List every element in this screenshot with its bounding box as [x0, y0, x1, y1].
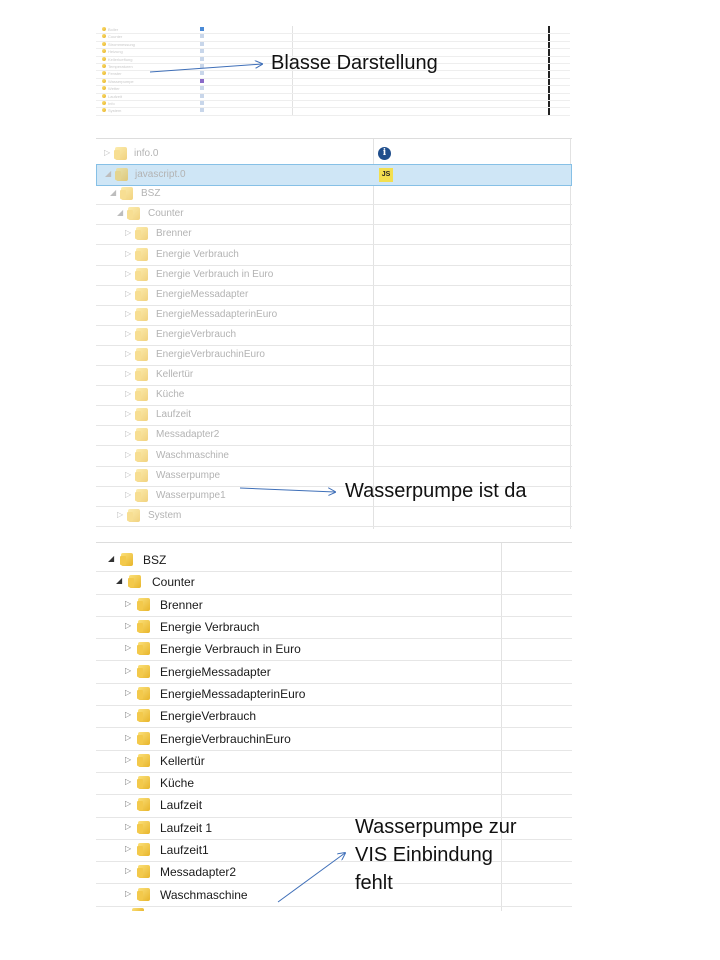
tree-item-label: Laufzeit: [156, 409, 192, 421]
tree-item-label: Energie Verbrauch in Euro: [160, 642, 301, 657]
annotation-missing-line2: VIS Einbindung: [355, 844, 493, 866]
tree-item-label: info.0: [134, 148, 159, 160]
expand-arrow-icon[interactable]: ▷: [125, 777, 132, 787]
expand-arrow-icon[interactable]: ▷: [125, 288, 132, 298]
expand-arrow-icon[interactable]: ▷: [125, 888, 132, 898]
tree-item-label: Wasserpumpe1: [156, 489, 226, 501]
expand-arrow-icon[interactable]: ▷: [125, 389, 132, 399]
expand-arrow-icon[interactable]: ▷: [125, 732, 132, 742]
tree-item-label: Wetter: [108, 86, 120, 92]
tree-item-label: BSZ: [141, 188, 161, 200]
tree-item-label: System: [148, 509, 182, 521]
arrow-to-wasserpumpe: [240, 488, 335, 492]
tree-item-label: Brenner: [156, 228, 192, 240]
expand-arrow-icon[interactable]: ▷: [125, 248, 132, 258]
expand-arrow-icon[interactable]: ▷: [125, 598, 132, 608]
tree-item-label: Wasserpumpe: [108, 78, 134, 84]
expand-arrow-icon[interactable]: ▷: [125, 844, 132, 854]
expand-arrow-icon[interactable]: ▷: [125, 228, 132, 238]
tree-item-label: Counter: [108, 34, 123, 40]
tree-item-label: Heizung: [108, 49, 123, 55]
tree-item-label: Boiler: [108, 27, 119, 32]
tree-item-label: Counter: [152, 575, 195, 590]
tree-item-label: Kellertür: [160, 753, 205, 768]
tree-item-label: Brenner: [160, 597, 203, 612]
tree-item-label: EnergieVerbrauch: [156, 328, 237, 340]
arrow-to-thumbnail: [150, 64, 262, 72]
expand-arrow-icon[interactable]: ▷: [125, 665, 132, 675]
expanded-arrow-icon[interactable]: ◢: [117, 208, 124, 218]
arrow-to-waschmaschine: [278, 853, 345, 902]
tree-item-label: Strommessung: [108, 41, 135, 47]
tree-item-label: Laufzeit: [108, 93, 123, 99]
expand-arrow-icon[interactable]: ▷: [125, 489, 132, 499]
expand-arrow-icon[interactable]: ▷: [125, 349, 132, 359]
tree-item-label: Energie Verbrauch: [156, 248, 239, 260]
expand-arrow-icon[interactable]: ▷: [125, 449, 132, 459]
expand-arrow-icon[interactable]: ▷: [125, 866, 132, 876]
expanded-arrow-icon[interactable]: ◢: [105, 169, 112, 179]
tree-item-label: System: [108, 108, 122, 114]
expand-arrow-icon[interactable]: ▷: [125, 687, 132, 697]
js-icon[interactable]: JS: [379, 168, 393, 182]
expand-arrow-icon[interactable]: ▷: [125, 799, 132, 809]
tree-item-label: Info: [108, 101, 115, 106]
tree-item-label: Temperaturen: [108, 64, 133, 69]
tree-item-label: Laufzeit1: [160, 843, 209, 858]
expanded-arrow-icon[interactable]: ◢: [116, 576, 123, 586]
tree-item-label: BSZ: [143, 553, 167, 568]
tree-item-label: Kellertür: [156, 369, 194, 381]
tree-item-label: Energie Verbrauch: [160, 620, 260, 635]
expand-arrow-icon[interactable]: ▷: [117, 509, 124, 519]
expand-arrow-icon[interactable]: ▷: [125, 268, 132, 278]
expand-arrow-icon[interactable]: ▷: [125, 469, 132, 479]
tree-item-label: Küche: [160, 776, 195, 791]
expand-arrow-icon[interactable]: ▷: [125, 328, 132, 338]
tree-item-label: EnergieMessadapter: [156, 288, 249, 300]
expand-arrow-icon[interactable]: ▷: [125, 369, 132, 379]
tree-item-label: Messadapter2: [156, 429, 220, 441]
tree-item-label: EnergieMessadapterinEuro: [160, 686, 306, 701]
expand-arrow-icon[interactable]: ▷: [125, 409, 132, 419]
expand-arrow-icon[interactable]: ▷: [125, 710, 132, 720]
expand-arrow-icon[interactable]: ▷: [104, 148, 111, 158]
expand-arrow-icon[interactable]: ▷: [125, 429, 132, 439]
expand-arrow-icon[interactable]: ▷: [125, 308, 132, 318]
annotation-missing-line1: Wasserpumpe zur: [355, 816, 517, 838]
tree-item-label: EnergieMessadapter: [160, 664, 271, 679]
annotation-faded: Blasse Darstellung: [271, 52, 438, 74]
annotation-missing-line3: fehlt: [355, 872, 393, 894]
tree-item-label: Waschmaschine: [160, 887, 248, 902]
tree-item-label: Laufzeit 1: [160, 820, 213, 835]
expand-arrow-icon[interactable]: ▷: [125, 754, 132, 764]
tree-item-label: Fenster: [108, 71, 122, 77]
tree-item-label: Wasserpumpe: [156, 469, 221, 481]
expand-arrow-icon[interactable]: ▷: [125, 643, 132, 653]
tree-item-label: javascript.0: [135, 169, 186, 181]
tree-item-label: Kellerlueftung: [108, 56, 133, 62]
expand-arrow-icon[interactable]: ▷: [125, 821, 132, 831]
tree-item-label: Laufzeit: [160, 798, 203, 813]
tree-item-label: EnergieVerbrauchinEuro: [160, 731, 291, 746]
tree-item-label: Küche: [156, 389, 185, 401]
expanded-arrow-icon[interactable]: ◢: [110, 188, 117, 198]
tree-item-label: Counter: [148, 208, 184, 220]
tree-item-label: Waschmaschine: [156, 449, 229, 461]
info-icon[interactable]: i: [378, 147, 391, 160]
expand-arrow-icon[interactable]: ▷: [125, 621, 132, 631]
tree-item-label: EnergieMessadapterinEuro: [156, 308, 278, 320]
tree-item-label: EnergieVerbrauchinEuro: [156, 349, 265, 361]
tree-item-label: Energie Verbrauch in Euro: [156, 268, 274, 280]
expanded-arrow-icon[interactable]: ◢: [108, 554, 115, 564]
tree-item-label: EnergieVerbrauch: [160, 709, 257, 724]
annotation-present: Wasserpumpe ist da: [345, 480, 527, 502]
tree-item-label: Messadapter2: [160, 865, 237, 880]
